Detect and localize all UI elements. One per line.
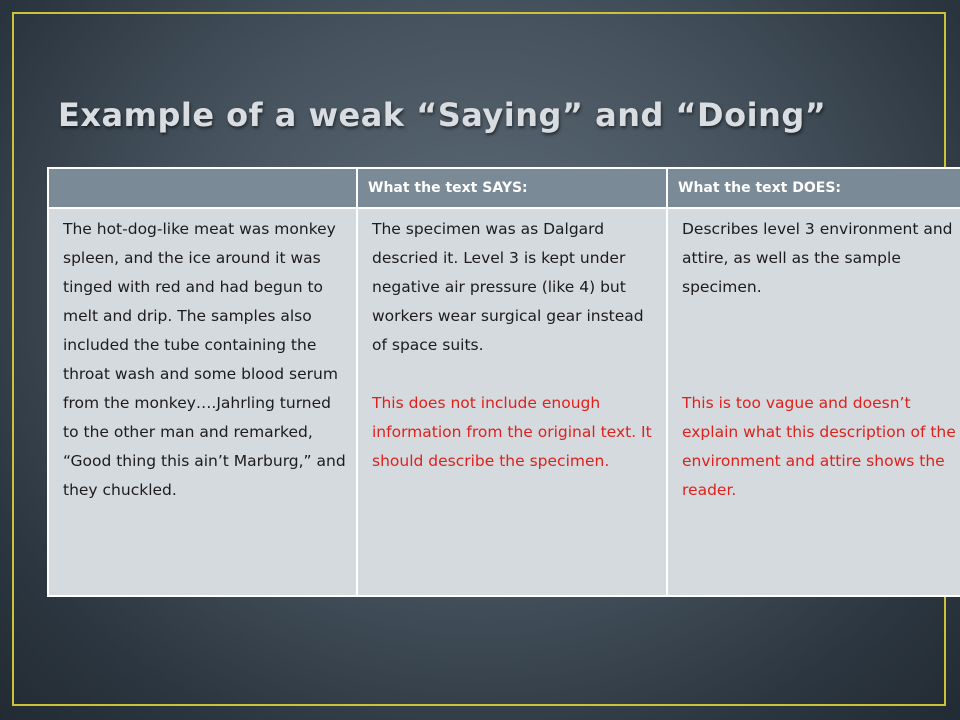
header-says: What the text SAYS: (357, 168, 667, 208)
does-cell (667, 208, 960, 596)
table-header-row (48, 168, 960, 208)
header-does: What the text DOES: (667, 168, 960, 208)
quote-cell (48, 208, 357, 596)
does-text: Describes level 3 environment and attire, as well as the sample specimen. (682, 220, 953, 296)
header-empty (48, 168, 357, 208)
does-feedback: This is too vague and doesn’t explain what this description of the environment and attire shows the reader. (682, 394, 956, 499)
table-row (48, 208, 960, 596)
comparison-table (47, 167, 960, 597)
quote-text: The hot-dog-like meat was monkey spleen, and the ice around it was tinged with red and had begun to melt and drip. The samples also included the tube containing the throat wash and some blood serum from the monkey….Jahrling turned to the other man and remarked, “Good thing this ain’t Marburg,” and they chuckled. (63, 220, 346, 499)
says-cell (357, 208, 667, 596)
says-feedback: This does not include enough information from the original text. It should describe the specimen. (372, 394, 652, 470)
slide-title: Example of a weak “Saying” and “Doing” (58, 96, 827, 134)
says-text: The specimen was as Dalgard descried it. Level 3 is kept under negative air pressure (like 4) but workers wear surgical gear instead of space suits. (372, 220, 644, 354)
